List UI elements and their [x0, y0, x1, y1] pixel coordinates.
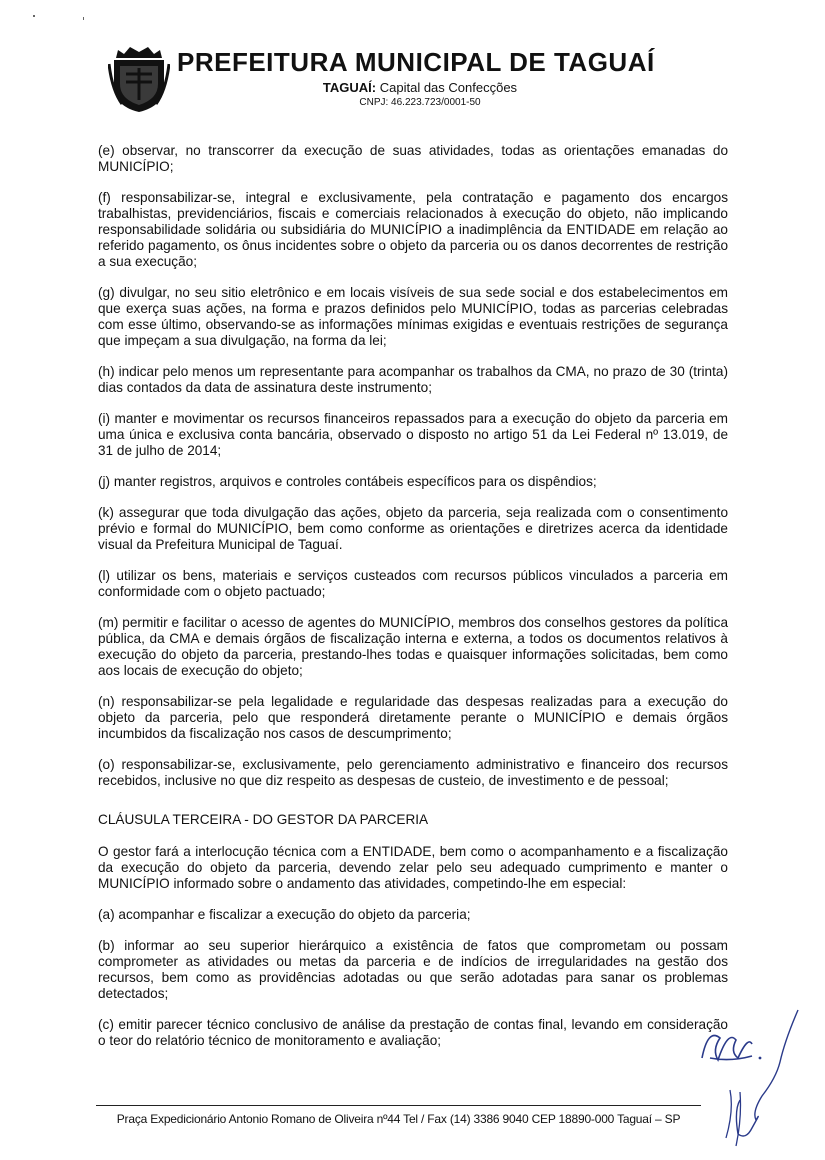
clause-item: (b) informar ao seu superior hierárquico a existência de fatos que comprometam ou possam comprometer as atividades ou metas da parceria e de indícios de irregularidades na gestão dos recursos, bem como as providências adotadas ou que serão adotadas para sanar os problemas detectados;: [98, 938, 728, 1001]
clause-item: (f) responsabilizar-se, integral e exclusivamente, pela contratação e pagamento dos encargos trabalhistas, previdenciários, fiscais e comerciais relacionados à execução do objeto, não implicando responsabilidade solidária ou subsidiária do MUNICÍPIO a inadimplência da ENTIDADE em relação ao referido pagamento, os ônus incidentes sobre o objeto da parceria ou os danos decorrentes de restrição a sua execução;: [98, 190, 728, 269]
clause-item: (e) observar, no transcorrer da execução de suas atividades, todas as orientações emanadas do MUNICÍPIO;: [98, 143, 728, 174]
section-heading: CLÁUSULA TERCEIRA - DO GESTOR DA PARCERIA: [98, 812, 429, 827]
clause-item: (j) manter registros, arquivos e controles contábeis específicos para os dispêndios;: [98, 474, 597, 489]
scan-speck: [83, 17, 84, 20]
clause-item: (k) assegurar que toda divulgação das ações, objeto da parceria, seja realizada com o consentimento prévio e formal do MUNICÍPIO, bem como conforme as orientações e diretrizes acerca da identidade visual da Prefeitura Municipal de Taguaí.: [98, 505, 728, 552]
clause-item: (a) acompanhar e fiscalizar a execução do objeto da parceria;: [98, 907, 471, 922]
slogan-text: Capital das Confecções: [379, 80, 518, 95]
cnpj-number: CNPJ: 46.223.723/0001-50: [359, 97, 481, 108]
footer-divider: [96, 1105, 701, 1106]
section-intro: O gestor fará a interlocução técnica com a ENTIDADE, bem como o acompanhamento e a fiscalização da execução do objeto da parceria, devendo zelar pelo seu adequado cumprimento e manter o MUNICÍPIO informado sobre o andamento das atividades, competindo-lhe em especial:: [98, 844, 728, 891]
clause-item: (l) utilizar os bens, materiais e serviços custeados com recursos públicos vinculados a parceria em conformidade com o objeto pactuado;: [98, 568, 728, 599]
city-name: TAGUAÍ:: [322, 80, 377, 95]
clause-item: (m) permitir e facilitar o acesso de agentes do MUNICÍPIO, membros dos conselhos gestores da política pública, da CMA e demais órgãos de fiscalização interna e externa, a todos os documentos relativos à execução do objeto da parceria, prestando-lhes todas e quaisquer informações solicitadas, bem como aos locais de execução do objeto;: [98, 615, 728, 678]
document-body: [98, 143, 728, 1064]
municipal-coat-of-arms-icon: [108, 44, 170, 114]
letterhead: [0, 0, 825, 130]
clause-item: (h) indicar pelo menos um representante para acompanhar os trabalhos da CMA, no prazo de 30 (trinta) dias contados da data de assinatura deste instrumento;: [98, 364, 728, 395]
handwritten-signature: [690, 1000, 810, 1150]
clause-item: (c) emitir parecer técnico conclusivo de análise da prestação de contas final, levando em consideração o teor do relatório técnico de monitoramento e avaliação;: [98, 1017, 728, 1048]
clause-item: (i) manter e movimentar os recursos financeiros repassados para a execução do objeto da parceria em uma única e exclusiva conta bancária, observado o disposto no artigo 51 da Lei Federal nº 13.019, de 31 de julho de 2014;: [98, 411, 728, 458]
clause-item: (o) responsabilizar-se, exclusivamente, pelo gerenciamento administrativo e financeiro dos recursos recebidos, inclusive no que diz respeito as despesas de custeio, de investimento e de pessoal;: [98, 757, 728, 788]
city-slogan: [260, 80, 580, 95]
scan-speck: [33, 15, 35, 17]
clause-item: (g) divulgar, no seu sitio eletrônico e em locais visíveis de sua sede social e dos estabelecimentos em que exerça suas ações, na forma e prazos definidos pelo MUNICÍPIO, todas as parcerias celebradas com esse último, observando-se as informações mínimas exigidas e eventuais restrições de segurança que impeçam a sua divulgação, na forma da lei;: [98, 285, 728, 348]
clause-item: (n) responsabilizar-se pela legalidade e regularidade das despesas realizadas para a execução do objeto da parceria, pelo que responderá diretamente perante o MUNICÍPIO e demais órgãos incumbidos da fiscalização nos casos de descumprimento;: [98, 694, 728, 741]
page-title: PREFEITURA MUNICIPAL DE TAGUAÍ: [177, 47, 655, 77]
footer-address: Praça Expedicionário Antonio Romano de Oliveira nº44 Tel / Fax (14) 3386 9040 CEP 18890-000 Taguaí – SP: [116, 1112, 681, 1126]
